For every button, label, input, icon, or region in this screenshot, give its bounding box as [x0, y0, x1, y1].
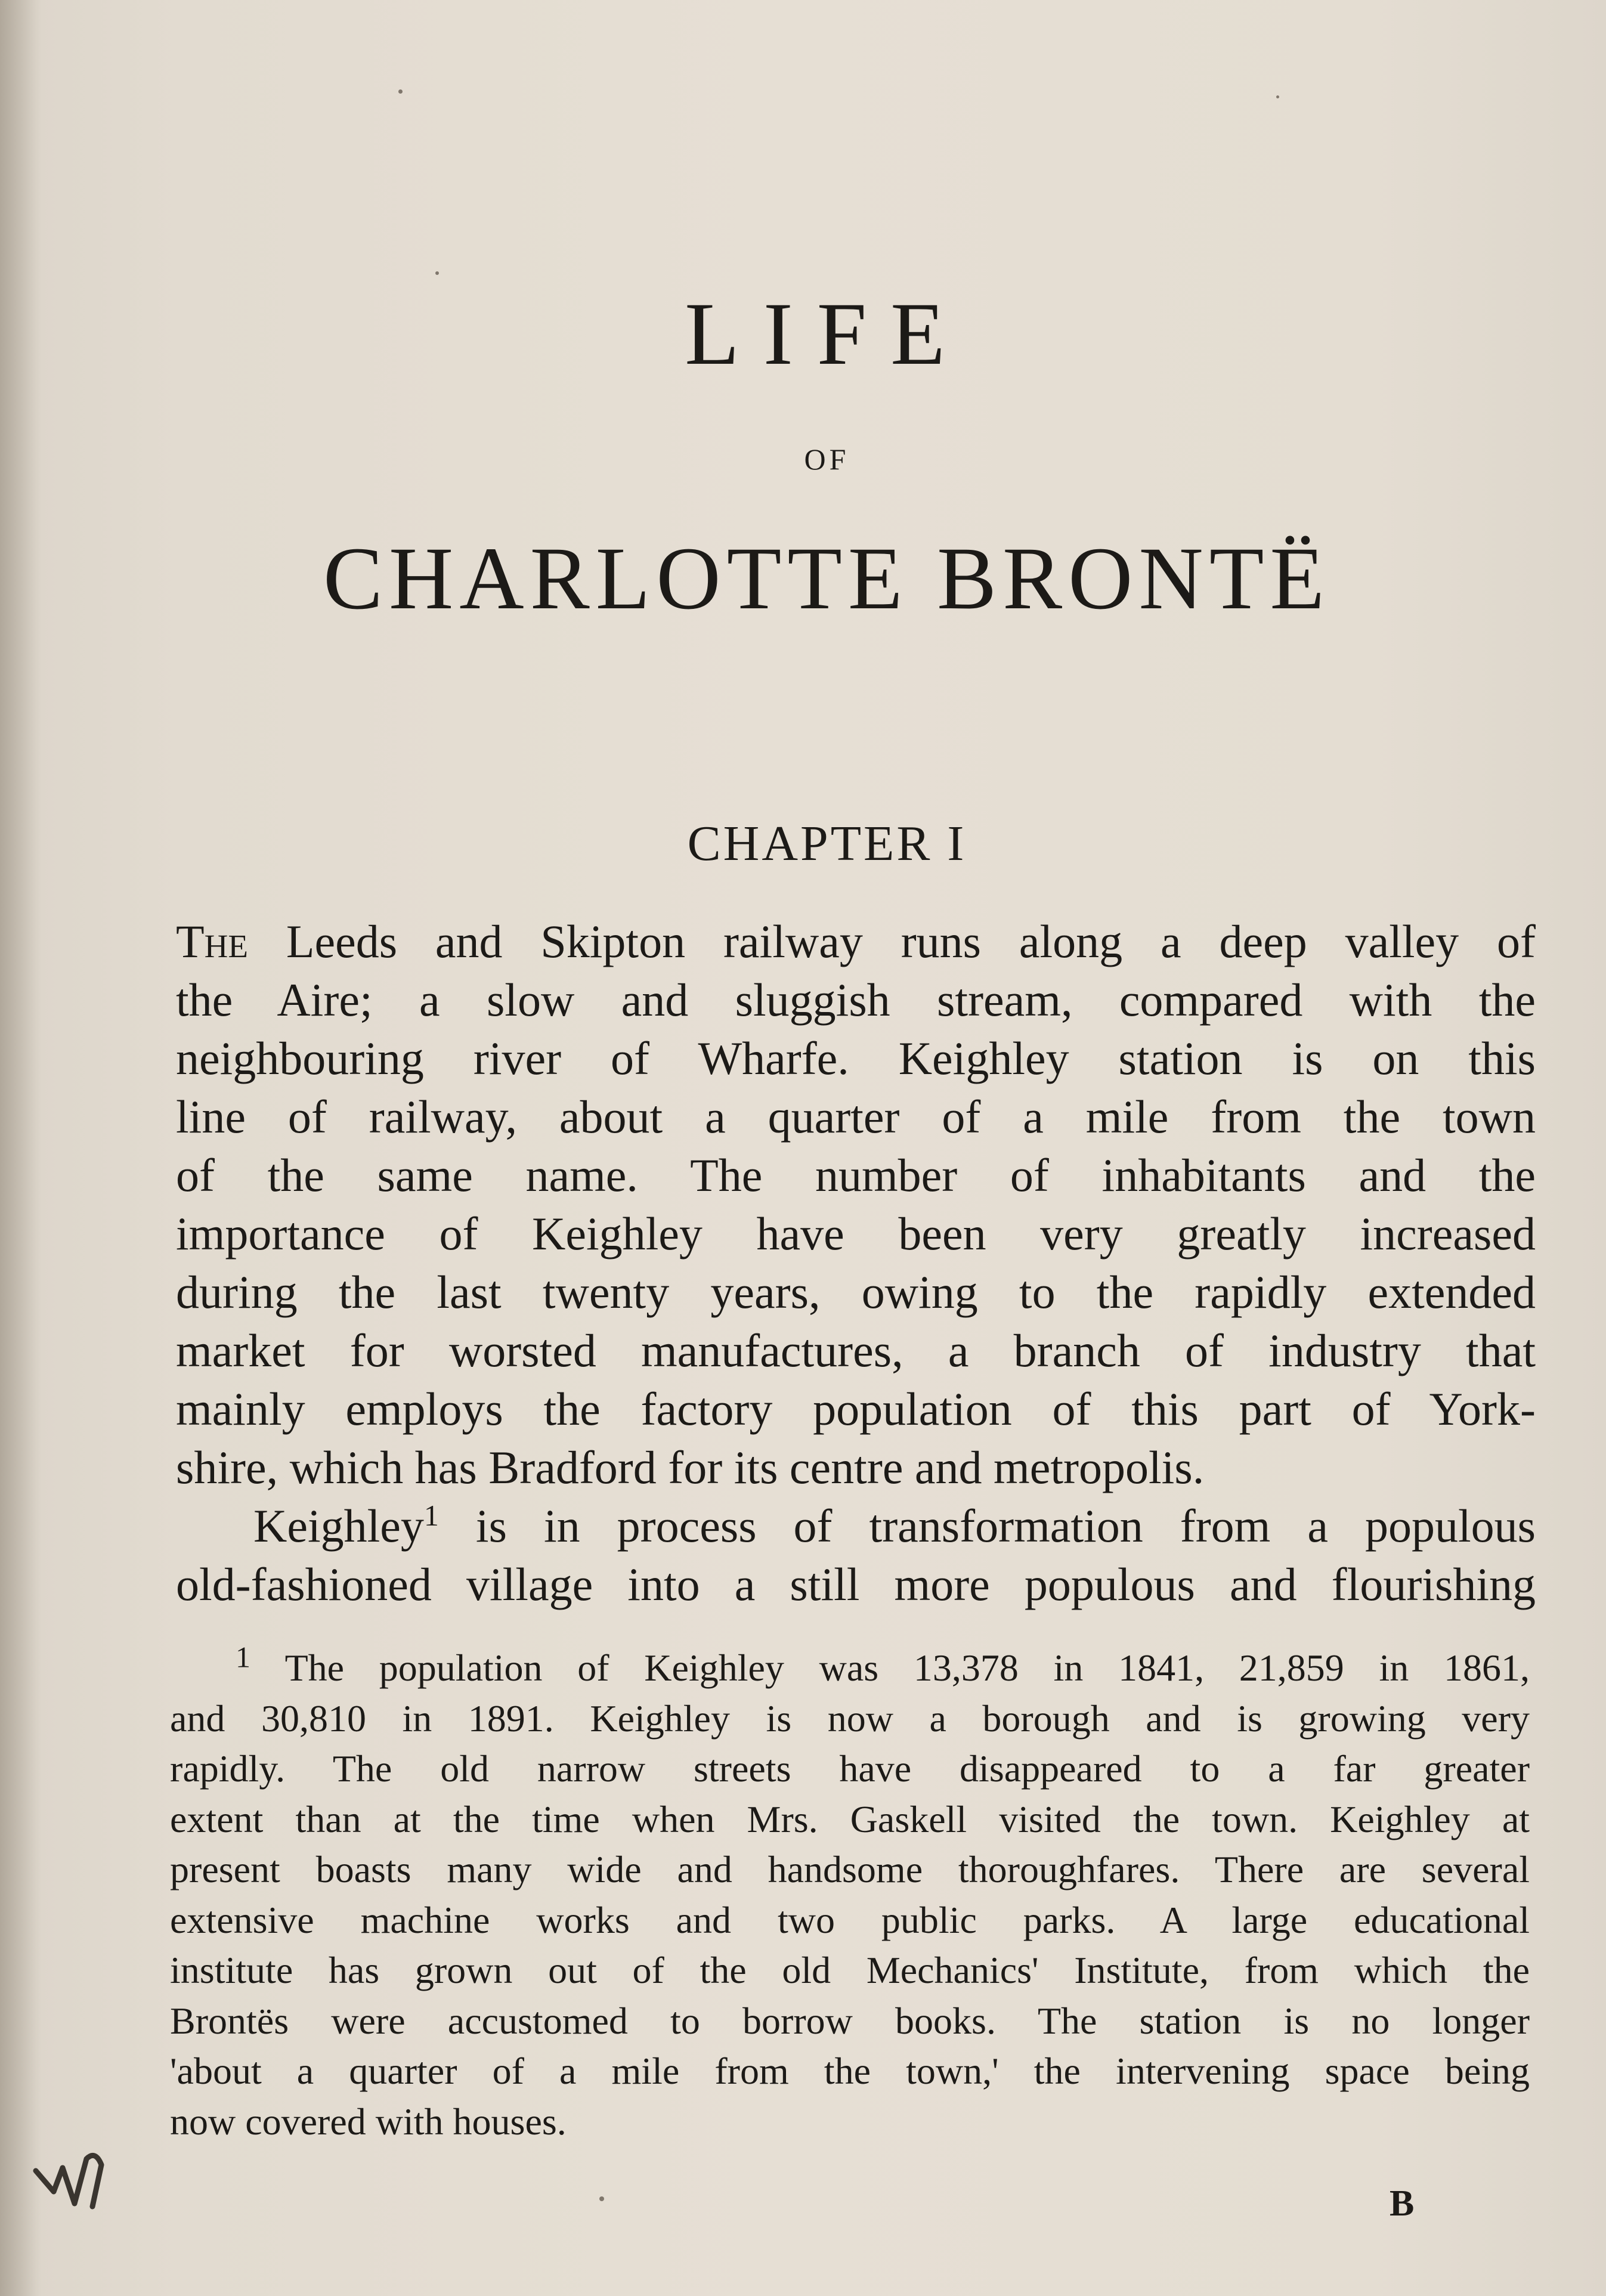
footnote-line	[170, 1640, 1530, 1694]
body-line	[176, 1497, 1536, 1555]
opening-small-caps: The	[176, 915, 248, 967]
footnote-line: present boasts many wide and handsome thoroughfares. There are several	[170, 1848, 1530, 1890]
footnote-line: extent than at the time when Mrs. Gaskell visited the town. Keighley at	[170, 1797, 1530, 1840]
body-line-text: is in process of transformation from a populous	[438, 1500, 1536, 1552]
body-line	[176, 912, 1536, 971]
paper-speck	[398, 89, 403, 94]
footnote-line: rapidly. The old narrow streets have disappeared to a far greater	[170, 1747, 1530, 1790]
body-line: of the same name. The number of inhabitants and the	[176, 1149, 1536, 1201]
body-line-text: Keighley	[253, 1500, 424, 1552]
body-line: line of railway, about a quarter of a mile from the town	[176, 1091, 1536, 1143]
chapter-body-text	[176, 912, 1536, 1614]
footnote-line: and 30,810 in 1891. Keighley is now a borough and is growing very	[170, 1697, 1530, 1740]
footnote-line-text: The population of Keighley was 13,378 in 1841, 21,859 in 1861,	[250, 1647, 1530, 1689]
footnote-line: 'about a quarter of a mile from the town,' the intervening space being	[170, 2050, 1530, 2092]
body-line: during the last twenty years, owing to the rapidly extended	[176, 1266, 1536, 1318]
paper-speck	[1276, 95, 1279, 98]
footnote-line: institute has grown out of the old Mechanics' Institute, from which the	[170, 1949, 1530, 1991]
footnote-line: Brontës were accustomed to borrow books. The station is no longer	[170, 1999, 1530, 2042]
title-of: OF	[804, 443, 850, 476]
chapter-heading: CHAPTER I	[687, 816, 967, 871]
footnote-reference: 1	[423, 1499, 439, 1532]
footnote-line: now covered with houses.	[170, 2100, 567, 2143]
body-line: mainly employs the factory population of this part of York-	[176, 1383, 1536, 1435]
body-line: old-fashioned village into a still more populous and flourishing	[176, 1558, 1536, 1610]
title-life: LIFE	[685, 284, 969, 383]
body-line: the Aire; a slow and sluggish stream, compared with the	[176, 974, 1536, 1026]
footnote	[170, 1640, 1530, 2147]
paper-speck	[599, 2196, 604, 2201]
handwritten-pencil-mark	[30, 2147, 131, 2213]
paper-speck	[435, 271, 439, 275]
body-line: importance of Keighley have been very greatly increased	[176, 1208, 1536, 1260]
title-charlotte-bronte: CHARLOTTE BRONTË	[323, 529, 1331, 628]
footnote-line: extensive machine works and two public parks. A large educational	[170, 1898, 1530, 1941]
body-line: neighbouring river of Wharfe. Keighley station is on this	[176, 1032, 1536, 1084]
body-line: shire, which has Bradford for its centre and metropolis.	[176, 1441, 1205, 1493]
printer-signature-mark: B	[1390, 2183, 1415, 2224]
body-line-text: Leeds and Skipton railway runs along a deep valley of	[247, 915, 1536, 967]
footnote-marker: 1	[236, 1640, 250, 1674]
body-line: market for worsted manufactures, a branch of industry that	[176, 1325, 1536, 1376]
